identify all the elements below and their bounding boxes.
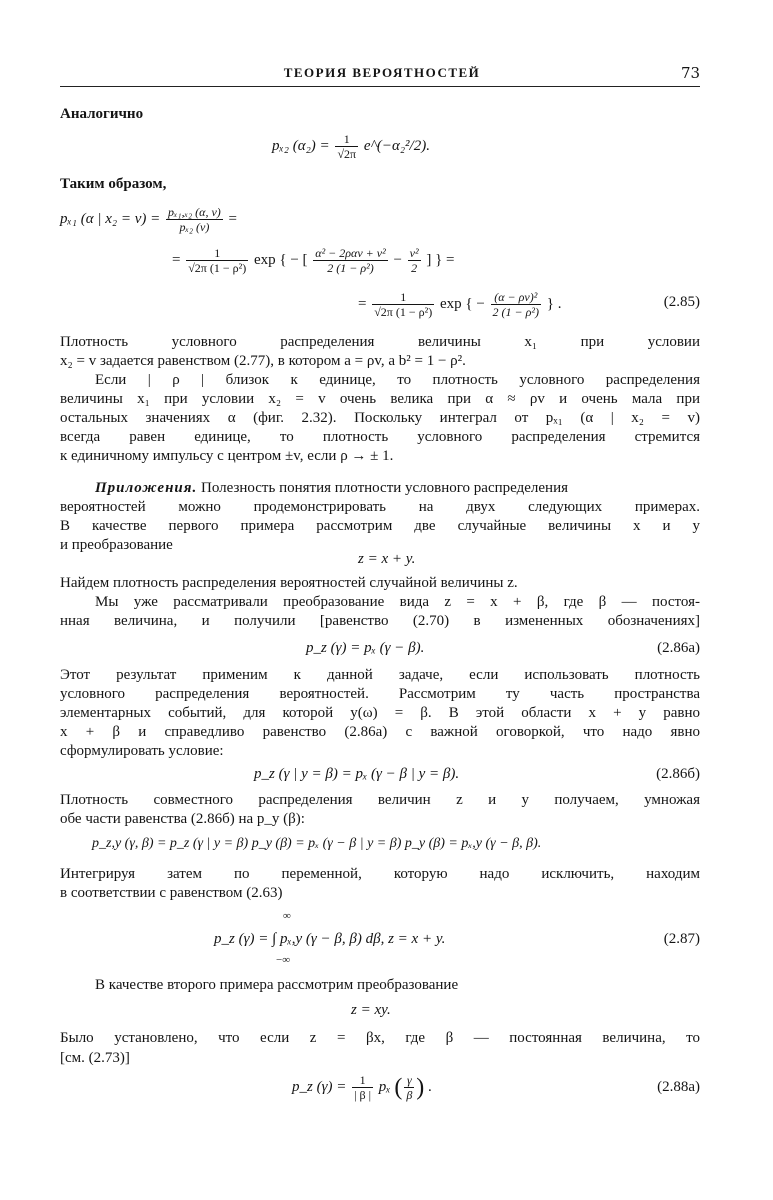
text-line: [см. (2.73)] xyxy=(60,1050,130,1066)
header-rule xyxy=(60,86,700,87)
text-line: Таким образом, xyxy=(60,176,167,192)
text-line: и преобразование xyxy=(60,537,173,553)
integral-upper-limit: ∞ xyxy=(283,910,291,922)
text-line: Плотность условного распределения величины x₁ при условии xyxy=(60,334,700,350)
text-line: всегда равен единице, то плотность условного распределения стремится xyxy=(60,429,700,445)
text-line: Найдем плотность распределения вероятностей случайной величины z. xyxy=(60,575,518,591)
text-line: Плотность совместного распределения величин z и y получаем, умножая xyxy=(60,792,700,808)
equation-joint: p_z,y (γ, β) = p_z (γ | y = β) p_y (β) = pₓ (γ − β | y = β) p_y (β) = pₓ,y (γ − β, β). xyxy=(92,836,542,851)
equation-287: p_z (γ) = ∫ pₓ,y (γ − β, β) dβ, z = x + y. xyxy=(214,931,446,947)
text-line: вероятностей можно продемонстрировать на двух следующих примерах. xyxy=(60,499,700,515)
equation-number: (2.86б) xyxy=(656,766,700,782)
text-line: Приложения. Полезность понятия плотности условного распределения xyxy=(95,480,568,496)
running-header: ТЕОРИЯ ВЕРОЯТНОСТЕЙ xyxy=(283,65,481,80)
equation-number: (2.86а) xyxy=(657,640,700,656)
integral-lower-limit: −∞ xyxy=(276,954,291,966)
equation-286a: p_z (γ) = pₓ (γ − β). xyxy=(306,640,425,656)
text-line: Мы уже рассматривали преобразование вида z = x + β, где β — постоя- xyxy=(95,594,700,610)
text-line: условного распределения вероятностей. Рассмотрим ту часть пространства xyxy=(60,686,700,702)
page-number: 73 xyxy=(681,64,701,82)
equation-number: (2.87) xyxy=(663,931,700,947)
equation-cond-line2: = $\frac{1}{\text{√2π (1 − ρ²)}}$ exp { − [ $\frac{\text{α² − 2ραv + v²}}{\text{2 (1 − ρ²)}}$ − $\frac{\text{v²}}{2}$ ] } = xyxy=(172,246,455,275)
text-line: обе части равенства (2.86б) на p_y (β): xyxy=(60,811,305,827)
equation-288a: p_z (γ) = $\frac{1}{| \beta |}$ pₓ ( $\frac{\gamma}{\beta}$ ) . xyxy=(292,1073,432,1102)
equation-px2: pₓ₂ (α₂) = $\frac{1}{√2\pi}$ e^(−α₂²/2). xyxy=(272,132,430,161)
text-line: Этот результат применим к данной задаче, если использовать плотность xyxy=(60,667,700,683)
text-line: остальных значениях α (фиг. 2.32). Поскольку интеграл от pₓ₁ (α | x₂ = v) xyxy=(60,410,700,426)
text-line: Было установлено, что если z = βx, где β — постоянная величина, то xyxy=(60,1030,700,1046)
text-line: сформулировать условие: xyxy=(60,743,224,759)
text-line: элементарных событий, для которой y(ω) = β. В этой области x + y равно xyxy=(60,705,700,721)
text-line: нная величина, и получили [равенство (2.70) в измененных обозначениях] xyxy=(60,613,700,629)
text-line: В качестве первого примера рассмотрим две случайные величины x и y xyxy=(60,518,700,534)
equation-cond-line1: pₓ₁ (α | x₂ = v) = $\frac{\text{pₓ₁,ₓ₂ (α, v)}}{\text{pₓ₂ (v)}}$ = xyxy=(60,205,237,234)
text-line: В качестве второго примера рассмотрим преобразование xyxy=(95,977,459,993)
text-line: x₂ = v задается равенством (2.77), в котором a = ρv, а b² = 1 − ρ². xyxy=(60,353,466,369)
section-heading: Приложения. xyxy=(95,480,198,496)
text-line: Аналогично xyxy=(60,106,144,122)
equation-z-sum: z = x + y. xyxy=(358,551,416,567)
equation-z-product: z = xy. xyxy=(351,1002,391,1018)
equation-286b: p_z (γ | y = β) = pₓ (γ − β | y = β). xyxy=(254,766,460,782)
text-line: величины x₁ при условии x₂ = v очень велика при α ≈ ρv и очень мала при xyxy=(60,391,700,407)
text-line: x + β и справедливо равенство (2.86а) с важной оговоркой, что надо явно xyxy=(60,724,700,740)
text-line: Если | ρ | близок к единице, то плотность условного распределения xyxy=(95,372,700,388)
equation-number: (2.85) xyxy=(663,294,700,310)
text-line: Интегрируя затем по переменной, которую надо исключить, находим xyxy=(60,866,700,882)
equation-cond-line3: = $\frac{1}{\text{√2π (1 − ρ²)}}$ exp { − $\frac{\text{(α − ρv)²}}{\text{2 (1 − ρ²)}}$ } . xyxy=(358,290,562,319)
equation-number: (2.88а) xyxy=(657,1079,700,1095)
text-line: к единичному импульсу с центром ±v, если ρ → ± 1. xyxy=(60,448,394,464)
text-line: в соответствии с равенством (2.63) xyxy=(60,885,283,901)
